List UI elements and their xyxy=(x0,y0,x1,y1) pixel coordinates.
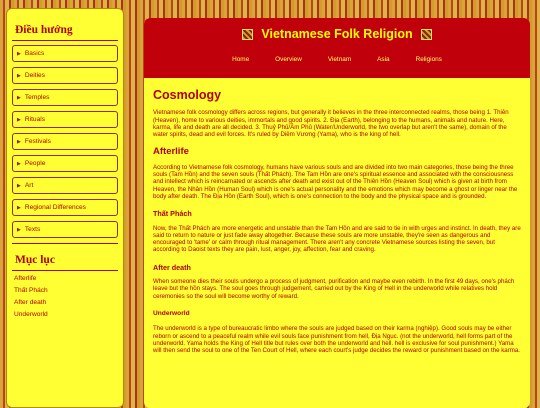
nav-item-label: Art xyxy=(24,182,34,189)
underworld-paragraph: The underworld is a type of bureaucratic limbo where the souls are judged based on their karma (nghiệp). Good souls may be either reborn or ascend to a peaceful realm while evil souls face punishment from hell, Địa Ngục. (not the underworld, hell forms part of the underworld. Yama holds the King of Hell title but rules over both the underworld and hell. hell is exclusive for soul punishment.) Yama will then send the soul to one of the Ten Court of Hell, where each court's judge decides the reward or punishment based on the karma. xyxy=(153,325,520,355)
nav-item-label: Temples xyxy=(24,94,50,101)
triangle-right-icon: ▶ xyxy=(17,182,21,189)
nav-item-regional-differences[interactable] xyxy=(12,199,118,216)
top-nav-overview[interactable]: Overview xyxy=(275,56,302,63)
triangle-right-icon: ▶ xyxy=(17,160,21,167)
nav-item-festivals[interactable] xyxy=(12,133,118,150)
triangle-right-icon: ▶ xyxy=(17,138,21,145)
top-nav-vietnam[interactable]: Vietnam xyxy=(327,56,352,63)
triangle-right-icon: ▶ xyxy=(17,72,21,79)
toc-link-after-death[interactable]: After death xyxy=(14,299,47,306)
site-header xyxy=(144,18,530,78)
afterlife-paragraph: According to Vietnamese folk cosmology, humans have various souls and are divided into two main categories, those being the three souls (Tam Hồn) and the seven souls (Thất Phách). The Tam Hồn are one's spiritual essence and associated with the consciousness and intellect which is reincarnated or ascends after death and exist out of the Thiên Hồn (Heaven Soul) which is given at birth from Heaven, the Nhân Hồn (Human Soul) which is one's actual personality and the emotions which may become a ghost or linger near the body after death. The Địa Hồn (Earth Soul), which is one's connection to the body and the physical space and is grounded. xyxy=(153,163,518,200)
nav-item-label: Festivals xyxy=(24,138,51,145)
nav-item-rituals[interactable] xyxy=(12,111,118,128)
nav-item-art[interactable] xyxy=(12,177,118,194)
triangle-right-icon: ▶ xyxy=(17,116,21,123)
triangle-right-icon: ▶ xyxy=(17,226,21,233)
toc-link-underworld[interactable]: Underworld xyxy=(14,311,48,318)
lacquer-painting-icon xyxy=(421,29,432,40)
section-heading-after-death: After death xyxy=(153,262,191,272)
after-death-paragraph: When someone dies their souls undergo a process of judgment, purification and maybe even rebirth. In the first 49 days, one's phách leave but the hồn stays. The soul goes through judgement, carried out by the King of Hell in the underworld while relatives hold ceremonies so the soul will become worthy of reward. xyxy=(153,278,515,300)
top-nav xyxy=(144,56,530,63)
top-nav-asia[interactable]: Asia xyxy=(377,56,390,63)
lacquer-painting-icon xyxy=(242,29,253,40)
divider xyxy=(12,270,118,271)
nav-item-deities[interactable] xyxy=(12,67,118,84)
article xyxy=(144,78,530,354)
nav-item-people[interactable] xyxy=(12,155,118,172)
nav-heading: Điều hướng xyxy=(15,24,73,36)
nav-item-label: People xyxy=(24,160,46,167)
divider xyxy=(12,243,118,244)
intro-paragraph: Vietnamese folk cosmology differs across regions, but generally it believes in the three interconnected realms, those being 1. Thiên (Heaven), home to various deities, immortals and good spirits. 2. Địa (Earth), belonging to the humans, animals and nature. Here, karma, life and death are all decided. 3. Thuỷ Phủ/Âm Phủ (Water/Underworld, the two overlap but aren't the same), domain of the water spirits, dead and evil forces. It's ruled by Diêm Vương (Yama), who is the king of hell. xyxy=(153,109,509,139)
triangle-right-icon: ▶ xyxy=(17,204,21,211)
section-heading-afterlife: Afterlife xyxy=(153,146,189,158)
divider xyxy=(12,40,118,41)
toc-link-afterlife[interactable]: Afterlife xyxy=(14,275,37,282)
main-panel xyxy=(144,18,530,408)
toc-link-that-phach[interactable]: Thất Phách xyxy=(14,287,48,294)
top-nav-religions[interactable]: Religions xyxy=(415,56,442,63)
nav-item-label: Texts xyxy=(24,226,41,233)
nav-item-temples[interactable] xyxy=(12,89,118,106)
nav-item-texts[interactable] xyxy=(12,221,118,238)
top-nav-home[interactable]: Home xyxy=(232,56,250,63)
section-heading-that-phach: Thất Phách xyxy=(153,209,192,219)
site-title: Vietnamese Folk Religion xyxy=(261,27,413,41)
page-title: Cosmology xyxy=(153,88,222,102)
that-phach-paragraph: Now, the Thất Phách are more energetic and unstable than the Tam Hồn and are said to tie in with urges and instinct. In death, they are said to return to nature or just fade away altogether. Because these souls are more unstable, they're seen as dangerous and encouraged to 'tame' or calm through ritual management. There aren't any concrete Vietnamese sources listing the seven, but according to Daoist texts they are pain, lust, anger, joy, affection, fear and craving. xyxy=(153,224,521,254)
triangle-right-icon: ▶ xyxy=(17,94,21,101)
triangle-right-icon: ▶ xyxy=(17,50,21,57)
toc-heading: Mục lục xyxy=(15,254,55,266)
title-row xyxy=(144,18,530,41)
nav-item-label: Deities xyxy=(24,72,46,79)
nav-item-label: Basics xyxy=(24,50,45,57)
nav-item-label: Rituals xyxy=(24,116,46,123)
nav-item-basics[interactable] xyxy=(12,45,118,62)
sidebar xyxy=(6,8,124,408)
section-heading-underworld: Underworld xyxy=(153,309,190,317)
nav-item-label: Regional Differences xyxy=(24,204,86,211)
